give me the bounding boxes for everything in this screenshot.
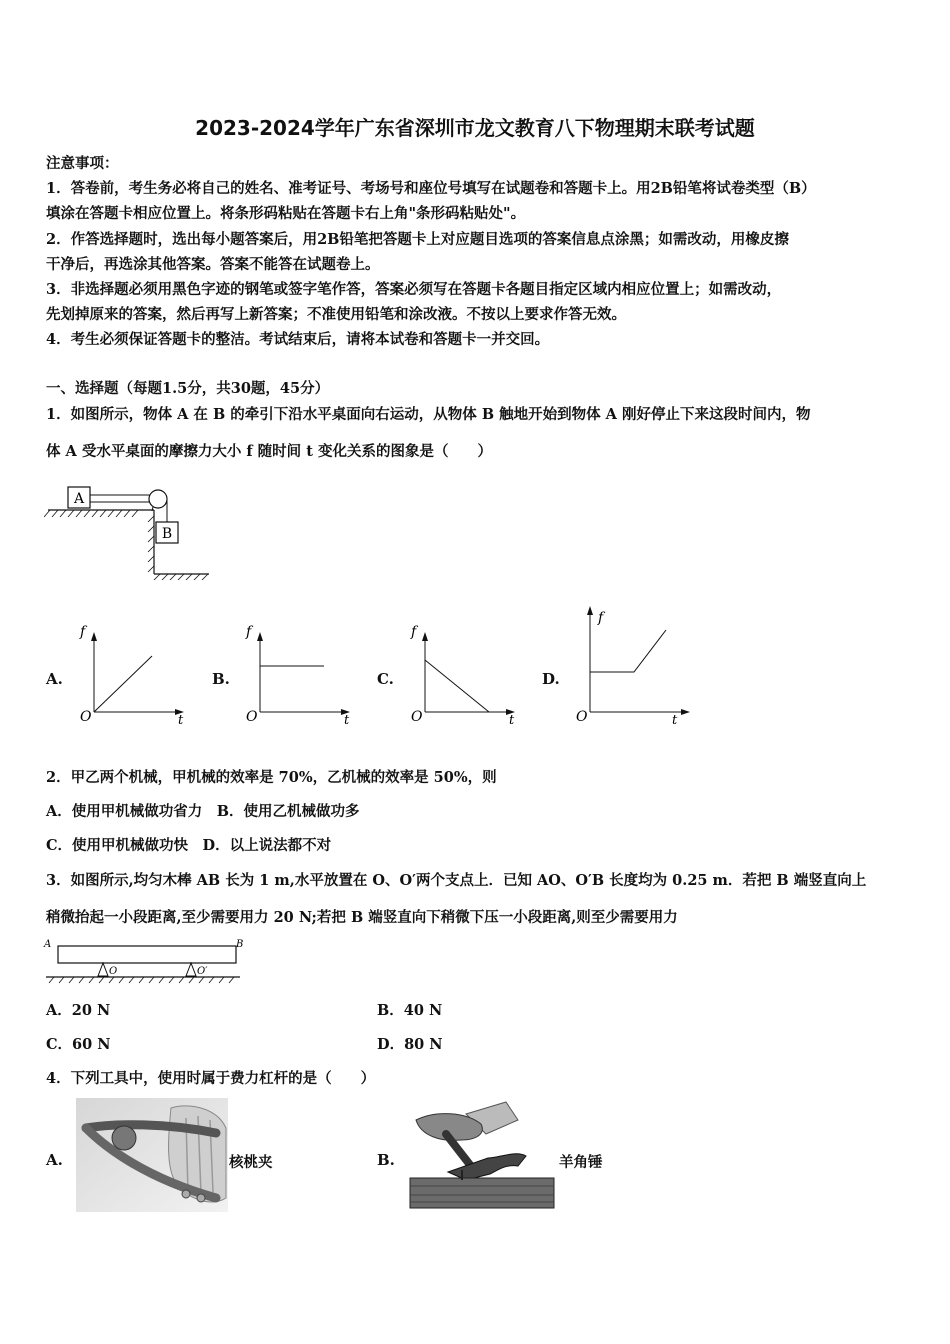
q4-option-a-label[interactable]: A. bbox=[46, 1151, 63, 1169]
notice-heading: 注意事项： bbox=[46, 155, 119, 172]
q1-block-a-label: A bbox=[73, 491, 85, 507]
q3-stem-line1: 3．如图所示,均匀木棒 AB 长为 1 m,水平放置在 O、O′两个支点上．已知 AO、O′B 长度均为 0.25 m．若把 B 端竖直向上 bbox=[46, 872, 867, 889]
q3-label-a: A bbox=[44, 939, 52, 950]
q3-label-o: O bbox=[109, 966, 118, 977]
notice-line: 干净后，再选涂其他答案。答案不能答在试题卷上。 bbox=[46, 256, 380, 273]
q1-graph-d bbox=[570, 600, 700, 726]
q3-option-d[interactable]: D．80 N bbox=[377, 1036, 443, 1053]
q1-option-d-label[interactable]: D. bbox=[542, 670, 560, 688]
origin-label: O bbox=[80, 709, 92, 725]
q1-graph-c bbox=[405, 620, 525, 726]
axis-x-label: t bbox=[344, 713, 350, 726]
q3-label-o-prime: O′ bbox=[197, 966, 208, 977]
q3-label-b: B bbox=[236, 939, 244, 950]
q1-option-b-label[interactable]: B. bbox=[212, 670, 230, 688]
axis-y-label: f bbox=[598, 610, 604, 626]
notice-line: 4．考生必须保证答题卡的整洁。考试结束后，请将本试卷和答题卡一并交回。 bbox=[46, 331, 550, 348]
q1-option-a-label[interactable]: A. bbox=[46, 670, 63, 688]
origin-label: O bbox=[576, 709, 588, 725]
nutcracker-image bbox=[76, 1098, 228, 1212]
notice-line: 3．非选择题必须用黑色字迹的钢笔或签字笔作答，答案必须写在答题卡各题目指定区域内相应位置上；如需改动， bbox=[46, 281, 782, 298]
q3-option-c[interactable]: C．60 N bbox=[46, 1036, 111, 1053]
q1-stem-line1: 1．如图所示，物体 A 在 B 的牵引下沿水平桌面向右运动，从物体 B 触地开始到物体 A 刚好停止下来这段时间内，物 bbox=[46, 406, 811, 423]
q2-options-row2[interactable]: C．使用甲机械做功快 D．以上说法都不对 bbox=[46, 837, 332, 854]
axis-y-label: f bbox=[80, 624, 86, 640]
q3-stem-line2: 稍微抬起一小段距离,至少需要用力 20 N;若把 B 端竖直向下稍微下压一小段距离,则至少需要用力 bbox=[46, 909, 678, 926]
origin-label: O bbox=[411, 709, 423, 725]
notice-line: 1．答卷前，考生务必将自己的姓名、准考证号、考场号和座位号填写在试题卷和答题卡上。用2B铅笔将试卷类型（B） bbox=[46, 180, 816, 197]
q1-graph-b bbox=[240, 620, 360, 726]
q4-option-b-text: 羊角锤 bbox=[559, 1154, 603, 1171]
axis-x-label: t bbox=[178, 713, 184, 726]
q2-stem: 2．甲乙两个机械，甲机械的效率是 70%，乙机械的效率是 50%，则 bbox=[46, 769, 497, 786]
claw-hammer-image bbox=[406, 1100, 558, 1212]
q3-option-a[interactable]: A．20 N bbox=[46, 1002, 111, 1019]
notice-line: 先划掉原来的答案，然后再写上新答案；不准使用铅笔和涂改液。不按以上要求作答无效。 bbox=[46, 306, 626, 323]
section-heading: 一、选择题（每题1.5分，共30题，45分） bbox=[46, 380, 330, 397]
axis-x-label: t bbox=[672, 713, 678, 726]
q3-lever-figure bbox=[42, 936, 252, 986]
page-title: 2023-2024学年广东省深圳市龙文教育八下物理期末联考试题 bbox=[195, 116, 755, 140]
origin-label: O bbox=[246, 709, 258, 725]
q1-pulley-figure bbox=[44, 480, 214, 580]
notice-line: 填涂在答题卡相应位置上。将条形码粘贴在答题卡右上角"条形码粘贴处"。 bbox=[46, 205, 526, 222]
q3-option-b[interactable]: B．40 N bbox=[377, 1002, 443, 1019]
q4-stem: 4．下列工具中，使用时属于费力杠杆的是（ ） bbox=[46, 1070, 376, 1087]
notice-line: 2．作答选择题时，选出每小题答案后，用2B铅笔把答题卡上对应题目选项的答案信息点涂黑；如需改动，用橡皮擦 bbox=[46, 231, 789, 248]
axis-x-label: t bbox=[509, 713, 515, 726]
axis-y-label: f bbox=[411, 624, 417, 640]
q1-graph-a bbox=[74, 620, 194, 726]
axis-y-label: f bbox=[246, 624, 252, 640]
q1-block-b-label: B bbox=[161, 526, 173, 542]
q1-stem-line2: 体 A 受水平桌面的摩擦力大小 f 随时间 t 变化关系的图象是（ ） bbox=[46, 443, 492, 460]
q4-option-b-label[interactable]: B. bbox=[377, 1151, 395, 1169]
q1-option-c-label[interactable]: C. bbox=[377, 670, 394, 688]
q4-option-a-text: 核桃夹 bbox=[229, 1154, 273, 1171]
q2-options-row1[interactable]: A．使用甲机械做功省力 B．使用乙机械做功多 bbox=[46, 803, 360, 820]
